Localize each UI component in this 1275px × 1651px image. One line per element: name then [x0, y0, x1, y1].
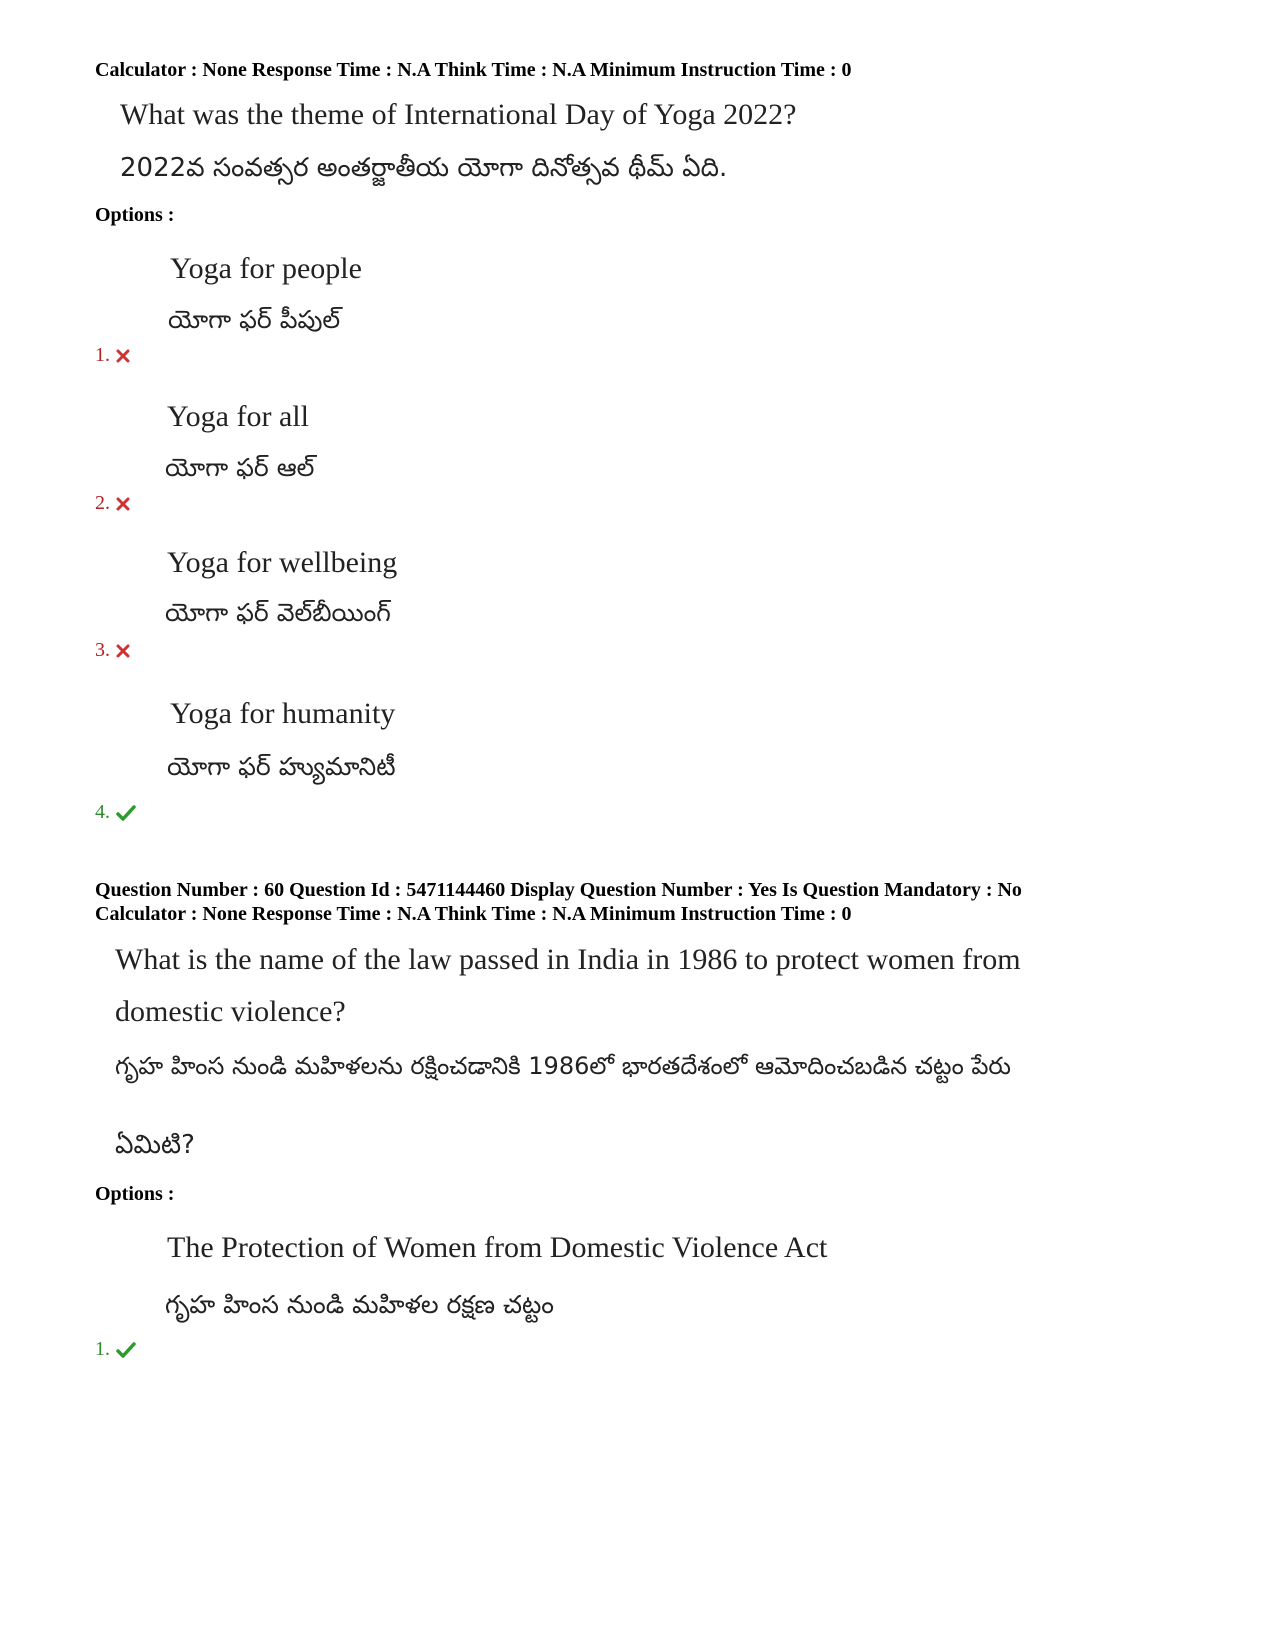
question-text-te-line2: ఏమిటి? — [115, 1130, 195, 1160]
option-1-marker — [95, 1338, 136, 1361]
option-1-text-en: The Protection of Women from Domestic Violence Act — [167, 1231, 828, 1264]
question-text-en-line2: domestic violence? — [115, 995, 346, 1028]
check-icon — [116, 805, 136, 821]
option-3-text-en: Yoga for wellbeing — [167, 546, 398, 579]
option-4-text-en: Yoga for humanity — [170, 697, 396, 730]
option-number: 1. — [95, 1338, 110, 1360]
question-text-te-line1: గృహ హింస నుండి మహిళలను రక్షించడానికి 1986లో భారతదేశంలో ఆమోదించబడిన చట్టం పేరు — [115, 1052, 1011, 1080]
question-meta-line2: Calculator : None Response Time : N.A Think Time : N.A Minimum Instruction Time : 0 — [95, 903, 852, 925]
option-1-text-te: గృహ హింస నుండి మహిళల రక్షణ చట్టం — [165, 1290, 554, 1319]
option-1-text-te: యోగా ఫర్ పీపుల్ — [168, 305, 341, 334]
option-3-marker — [95, 639, 130, 662]
question-meta-line1: Question Number : 60 Question Id : 5471144460 Display Question Number : Yes Is Question Mandatory : No — [95, 879, 1022, 901]
option-number: 4. — [95, 801, 110, 823]
question-text-en: What was the theme of International Day of Yoga 2022? — [120, 98, 797, 131]
question-text-te: 2022వ సంవత్సర అంతర్జాతీయ యోగా దినోత్సవ థీమ్ ఏది. — [120, 153, 728, 183]
cross-icon — [116, 349, 130, 363]
option-number: 1. — [95, 344, 110, 366]
option-number: 2. — [95, 492, 110, 514]
option-4-marker — [95, 801, 136, 824]
cross-icon — [116, 497, 130, 511]
question-meta: Calculator : None Response Time : N.A Think Time : N.A Minimum Instruction Time : 0 — [95, 59, 852, 81]
option-2-marker — [95, 492, 130, 515]
question-text-en-line1: What is the name of the law passed in India in 1986 to protect women from — [115, 943, 1021, 976]
option-1-marker — [95, 344, 130, 367]
option-4-text-te: యోగా ఫర్ హ్యుమానిటీ — [167, 752, 396, 781]
options-label: Options : — [95, 204, 175, 226]
option-2-text-en: Yoga for all — [167, 400, 309, 433]
cross-icon — [116, 644, 130, 658]
option-2-text-te: యోగా ఫర్ ఆల్ — [165, 453, 315, 482]
option-3-text-te: యోగా ఫర్ వెల్‌బీయింగ్ — [165, 598, 391, 627]
option-number: 3. — [95, 639, 110, 661]
check-icon — [116, 1342, 136, 1358]
option-1-text-en: Yoga for people — [170, 252, 362, 285]
options-label: Options : — [95, 1183, 175, 1205]
